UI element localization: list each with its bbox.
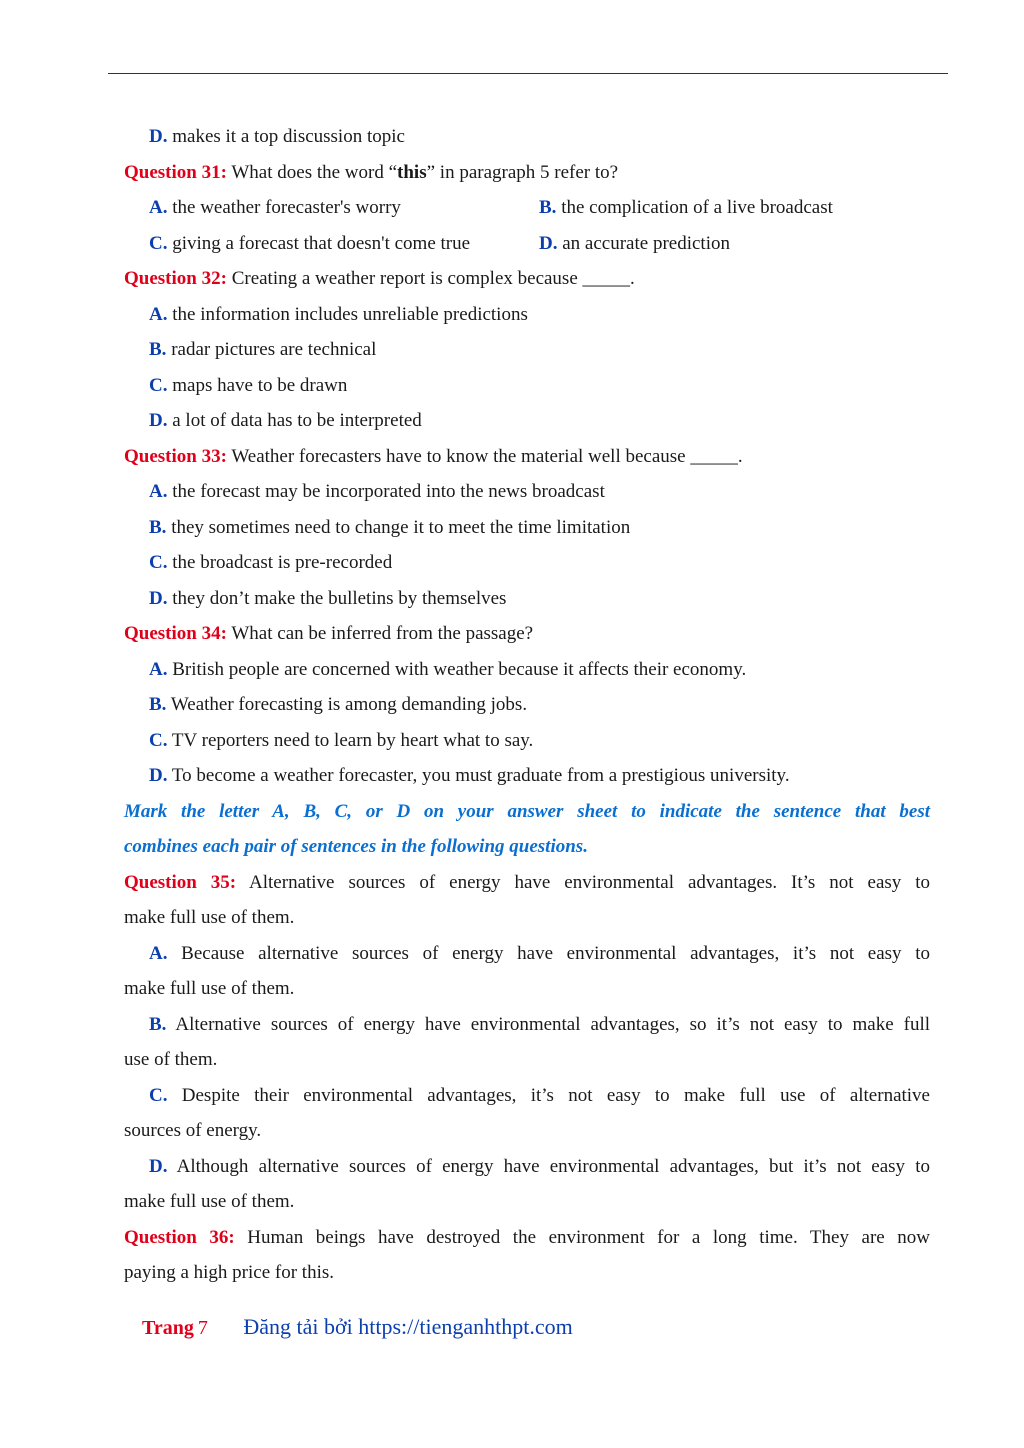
question-text: Alternative sources of energy have environmental advantages. It’s not easy to xyxy=(249,871,930,893)
question-label: Question 35: xyxy=(124,871,237,893)
question-text: Creating a weather report is complex because _____. xyxy=(231,268,635,289)
q31-options-row-1 xyxy=(124,190,930,226)
option-letter: B. xyxy=(149,694,167,715)
section-instruction-line-2: combines each pair of sentences in the following questions. xyxy=(124,836,588,857)
q33-option-a xyxy=(124,474,930,510)
option-text: Because alternative sources of energy have environmental advantages, it’s not easy to xyxy=(181,942,930,964)
option-letter: C. xyxy=(149,1084,168,1106)
document-body xyxy=(124,119,930,1291)
question-33 xyxy=(124,439,930,475)
option-letter: C. xyxy=(149,729,168,751)
q35-option-a xyxy=(124,936,930,972)
option-letter: D. xyxy=(149,1155,168,1177)
option-letter: A. xyxy=(149,942,168,964)
question-label: Question 31: xyxy=(124,161,227,183)
option-text: Despite their environmental advantages, it’s not easy to make full use of alternative xyxy=(181,1084,930,1106)
q33-option-c xyxy=(124,545,930,581)
q35-option-c-cont: sources of energy. xyxy=(124,1120,262,1141)
question-36-cont: paying a high price for this. xyxy=(124,1262,335,1283)
question-text-before: What does the word “ xyxy=(231,161,398,183)
option-letter: A. xyxy=(149,658,168,680)
question-label: Question 34: xyxy=(124,623,227,644)
option-letter: B. xyxy=(149,1013,167,1035)
q31-option-c xyxy=(149,226,539,262)
option-text: they sometimes need to change it to meet the time limitation xyxy=(171,516,631,538)
question-text: What can be inferred from the passage? xyxy=(231,623,534,644)
footer-page-number: 7 xyxy=(197,1317,208,1339)
option-letter: B. xyxy=(149,516,167,538)
q35-option-b-cont: use of them. xyxy=(124,1049,218,1070)
q31-options-row-2 xyxy=(124,226,930,262)
q35-option-d-cont: make full use of them. xyxy=(124,1191,295,1212)
option-text: makes it a top discussion topic xyxy=(172,126,405,147)
option-letter: D. xyxy=(149,410,168,431)
option-letter: B. xyxy=(539,197,557,218)
option-text: Alternative sources of energy have environmental advantages, so it’s not easy to make full xyxy=(175,1013,930,1035)
q34-option-a xyxy=(124,652,930,688)
question-label: Question 33: xyxy=(124,445,227,467)
footer-upload-link[interactable]: Đăng tải bởi https://tienganhthpt.com xyxy=(243,1314,573,1339)
question-34 xyxy=(124,616,930,652)
q35-option-a-cont: make full use of them. xyxy=(124,978,295,999)
q33-option-b xyxy=(124,510,930,546)
question-text-after: ” in paragraph 5 refer to? xyxy=(426,161,619,183)
option-text: Although alternative sources of energy have environmental advantages, but it’s not easy to xyxy=(176,1155,931,1177)
option-letter: D. xyxy=(149,126,168,147)
option-text: the complication of a live broadcast xyxy=(561,197,833,218)
q32-option-a xyxy=(124,297,930,333)
q35-option-d xyxy=(124,1149,930,1185)
q33-option-d xyxy=(124,581,930,617)
question-label: Question 32: xyxy=(124,268,227,289)
header-rule xyxy=(108,73,948,74)
q32-option-d xyxy=(124,403,930,439)
q31-option-d xyxy=(539,226,730,262)
question-text: Human beings have destroyed the environment for a long time. They are now xyxy=(247,1226,930,1248)
option-text: giving a forecast that doesn't come true xyxy=(172,232,471,254)
option-letter: D. xyxy=(149,765,168,786)
option-text: a lot of data has to be interpreted xyxy=(172,410,422,431)
option-text: the information includes unreliable predictions xyxy=(172,303,528,325)
option-text: they don’t make the bulletins by themselves xyxy=(172,587,507,609)
question-35-cont: make full use of them. xyxy=(124,907,295,928)
page-footer xyxy=(142,1314,573,1340)
option-text: maps have to be drawn xyxy=(172,374,348,396)
option-letter: D. xyxy=(539,232,558,254)
q32-option-b xyxy=(124,332,930,368)
option-letter: B. xyxy=(149,339,167,360)
option-letter: C. xyxy=(149,232,168,254)
q34-option-c xyxy=(124,723,930,759)
option-text: To become a weather forecaster, you must graduate from a prestigious university. xyxy=(171,765,790,786)
option-letter: C. xyxy=(149,552,168,573)
option-letter: A. xyxy=(149,481,168,502)
section-instruction-line-1: Mark the letter A, B, C, or D on your answer sheet to indicate the sentence that best xyxy=(124,800,930,822)
question-36 xyxy=(124,1220,930,1256)
option-text: British people are concerned with weather because it affects their economy. xyxy=(172,658,747,680)
option-letter: D. xyxy=(149,587,168,609)
option-text: the forecast may be incorporated into the news broadcast xyxy=(172,481,605,502)
q30-option-d xyxy=(124,119,930,155)
question-35 xyxy=(124,865,930,901)
option-text: Weather forecasting is among demanding jobs. xyxy=(170,694,528,715)
q31-option-a xyxy=(149,190,539,226)
question-32 xyxy=(124,261,930,297)
q35-option-b xyxy=(124,1007,930,1043)
q32-option-c xyxy=(124,368,930,404)
option-text: an accurate prediction xyxy=(562,232,730,254)
option-text: the broadcast is pre-recorded xyxy=(172,552,393,573)
option-letter: A. xyxy=(149,197,168,218)
question-label: Question 36: xyxy=(124,1226,235,1248)
q31-option-b xyxy=(539,190,833,226)
option-text: radar pictures are technical xyxy=(171,339,377,360)
option-text: TV reporters need to learn by heart what to say. xyxy=(171,729,534,751)
question-bold-word: this xyxy=(397,161,427,183)
option-letter: C. xyxy=(149,374,168,396)
question-31 xyxy=(124,155,930,191)
footer-page-label: Trang xyxy=(142,1317,194,1339)
q34-option-b xyxy=(124,687,930,723)
q35-option-c xyxy=(124,1078,930,1114)
option-letter: A. xyxy=(149,303,168,325)
q34-option-d xyxy=(124,758,930,794)
option-text: the weather forecaster's worry xyxy=(172,197,401,218)
question-text: Weather forecasters have to know the material well because _____. xyxy=(231,445,743,467)
